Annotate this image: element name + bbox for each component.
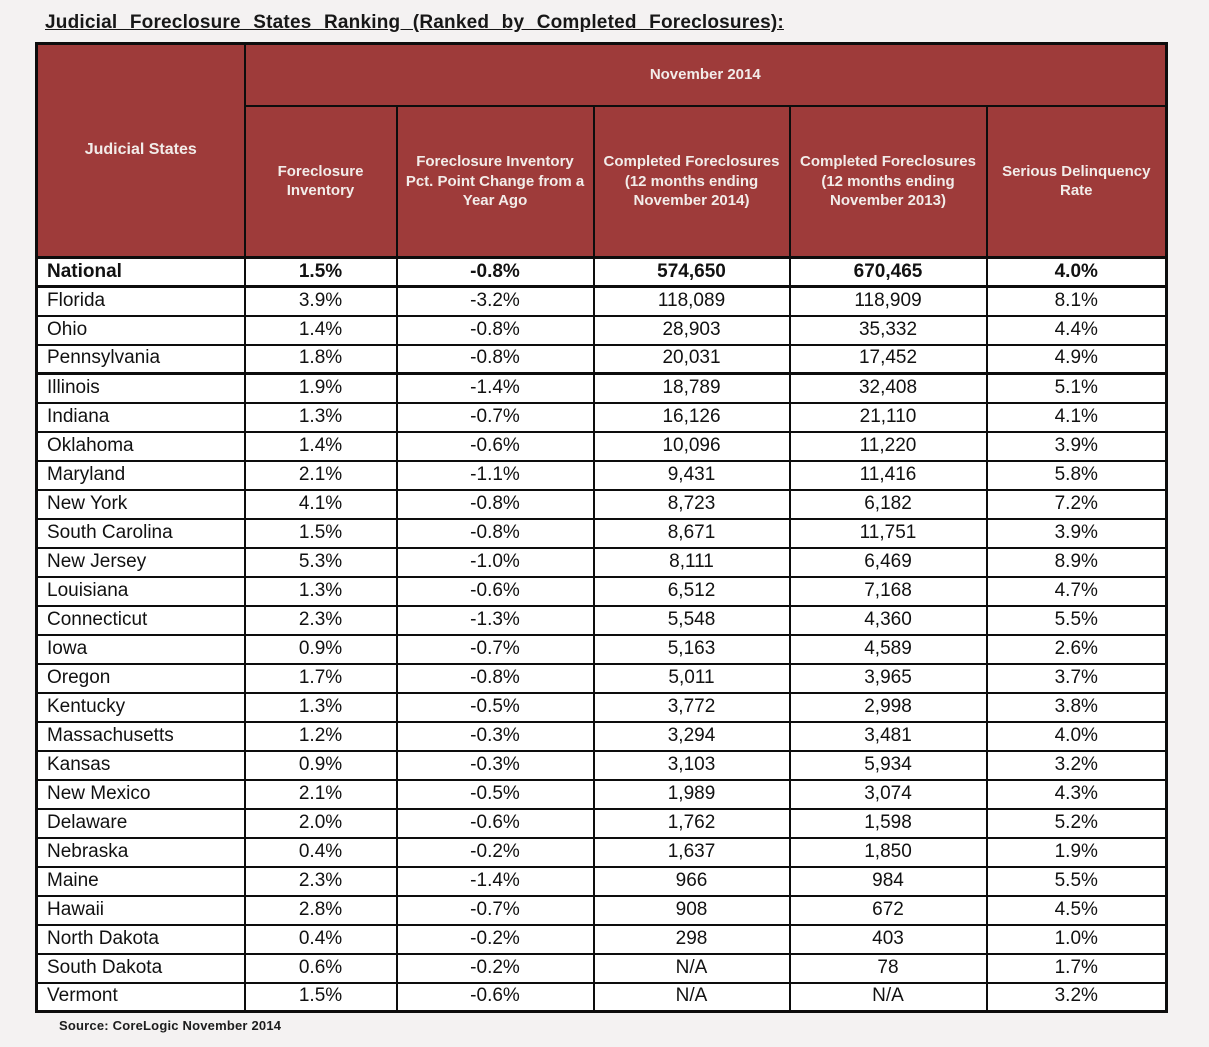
value-cell: -0.3% (397, 722, 594, 751)
value-cell: 16,126 (594, 403, 790, 432)
value-cell: 4.1% (245, 490, 397, 519)
state-name-cell: New Mexico (37, 780, 245, 809)
value-cell: 1,989 (594, 780, 790, 809)
value-cell: -1.4% (397, 374, 594, 403)
state-name-cell: Hawaii (37, 896, 245, 925)
column-header-serious-delinquency: Serious Delinquency Rate (987, 106, 1167, 258)
value-cell: 5.3% (245, 548, 397, 577)
value-cell: 984 (790, 867, 987, 896)
state-name-cell: Florida (37, 287, 245, 316)
value-cell: 1.7% (245, 664, 397, 693)
value-cell: 574,650 (594, 258, 790, 287)
value-cell: 3.7% (987, 664, 1167, 693)
value-cell: 2.0% (245, 809, 397, 838)
value-cell: 5.2% (987, 809, 1167, 838)
table-row (37, 751, 1167, 780)
value-cell: 20,031 (594, 345, 790, 374)
value-cell: 8.1% (987, 287, 1167, 316)
value-cell: 11,220 (790, 432, 987, 461)
value-cell: -0.6% (397, 432, 594, 461)
state-name-cell: Connecticut (37, 606, 245, 635)
state-name-cell: Maine (37, 867, 245, 896)
state-name-cell: Kentucky (37, 693, 245, 722)
value-cell: 9,431 (594, 461, 790, 490)
value-cell: N/A (790, 983, 987, 1012)
state-name-cell: Iowa (37, 635, 245, 664)
table-row (37, 403, 1167, 432)
value-cell: 8,671 (594, 519, 790, 548)
value-cell: 672 (790, 896, 987, 925)
value-cell: 4.4% (987, 316, 1167, 345)
value-cell: 403 (790, 925, 987, 954)
value-cell: 3.8% (987, 693, 1167, 722)
value-cell: 78 (790, 954, 987, 983)
value-cell: -1.3% (397, 606, 594, 635)
table-row (37, 258, 1167, 287)
state-name-cell: Illinois (37, 374, 245, 403)
state-name-cell: North Dakota (37, 925, 245, 954)
value-cell: 7.2% (987, 490, 1167, 519)
state-name-cell: National (37, 258, 245, 287)
table-body (37, 258, 1167, 1012)
value-cell: 2.3% (245, 867, 397, 896)
value-cell: 0.9% (245, 751, 397, 780)
value-cell: 10,096 (594, 432, 790, 461)
column-header-completed-2014: Completed Foreclosures (12 months ending November 2014) (594, 106, 790, 258)
table-row (37, 954, 1167, 983)
value-cell: N/A (594, 983, 790, 1012)
value-cell: 5.5% (987, 606, 1167, 635)
value-cell: 7,168 (790, 577, 987, 606)
column-header-inventory-pct-change: Foreclosure Inventory Pct. Point Change from a Year Ago (397, 106, 594, 258)
value-cell: 21,110 (790, 403, 987, 432)
table-row (37, 838, 1167, 867)
value-cell: 0.9% (245, 635, 397, 664)
value-cell: 5,934 (790, 751, 987, 780)
state-name-cell: New York (37, 490, 245, 519)
value-cell: 4.1% (987, 403, 1167, 432)
value-cell: -0.2% (397, 925, 594, 954)
value-cell: 32,408 (790, 374, 987, 403)
value-cell: 1,598 (790, 809, 987, 838)
value-cell: 6,182 (790, 490, 987, 519)
value-cell: 966 (594, 867, 790, 896)
value-cell: 1.9% (245, 374, 397, 403)
value-cell: 1.5% (245, 258, 397, 287)
value-cell: -0.8% (397, 316, 594, 345)
value-cell: 3.9% (987, 432, 1167, 461)
page-title: Judicial Foreclosure States Ranking (Ranked by Completed Foreclosures): (45, 12, 784, 33)
value-cell: -0.5% (397, 693, 594, 722)
value-cell: 5,548 (594, 606, 790, 635)
table-row (37, 983, 1167, 1012)
value-cell: 1.3% (245, 577, 397, 606)
value-cell: 35,332 (790, 316, 987, 345)
state-name-cell: Oregon (37, 664, 245, 693)
column-header-completed-2013: Completed Foreclosures (12 months ending November 2013) (790, 106, 987, 258)
value-cell: 1,637 (594, 838, 790, 867)
value-cell: 4,589 (790, 635, 987, 664)
value-cell: 2.6% (987, 635, 1167, 664)
table-row (37, 664, 1167, 693)
table-row (37, 461, 1167, 490)
value-cell: -0.5% (397, 780, 594, 809)
value-cell: 5.1% (987, 374, 1167, 403)
value-cell: 2,998 (790, 693, 987, 722)
column-header-judicial-states: Judicial States (37, 44, 245, 258)
state-name-cell: Pennsylvania (37, 345, 245, 374)
value-cell: 118,909 (790, 287, 987, 316)
value-cell: 1.8% (245, 345, 397, 374)
value-cell: 3,965 (790, 664, 987, 693)
value-cell: 0.4% (245, 838, 397, 867)
state-name-cell: South Dakota (37, 954, 245, 983)
table-row (37, 925, 1167, 954)
state-name-cell: Maryland (37, 461, 245, 490)
value-cell: 3.9% (245, 287, 397, 316)
value-cell: -0.7% (397, 896, 594, 925)
table-row (37, 345, 1167, 374)
value-cell: 5.8% (987, 461, 1167, 490)
value-cell: -0.7% (397, 403, 594, 432)
table-row (37, 867, 1167, 896)
value-cell: -1.4% (397, 867, 594, 896)
value-cell: N/A (594, 954, 790, 983)
state-name-cell: New Jersey (37, 548, 245, 577)
table-row (37, 287, 1167, 316)
value-cell: -1.1% (397, 461, 594, 490)
value-cell: 6,469 (790, 548, 987, 577)
value-cell: 1.4% (245, 316, 397, 345)
value-cell: 1.3% (245, 403, 397, 432)
value-cell: -1.0% (397, 548, 594, 577)
state-name-cell: Vermont (37, 983, 245, 1012)
value-cell: -0.6% (397, 983, 594, 1012)
table-row (37, 693, 1167, 722)
value-cell: 1,850 (790, 838, 987, 867)
value-cell: 670,465 (790, 258, 987, 287)
value-cell: 3.9% (987, 519, 1167, 548)
table-row (37, 316, 1167, 345)
value-cell: 1.4% (245, 432, 397, 461)
value-cell: 28,903 (594, 316, 790, 345)
value-cell: 1.7% (987, 954, 1167, 983)
value-cell: 4.7% (987, 577, 1167, 606)
period-header-row (37, 44, 1167, 106)
value-cell: 1,762 (594, 809, 790, 838)
table-row (37, 432, 1167, 461)
table-row (37, 780, 1167, 809)
value-cell: 6,512 (594, 577, 790, 606)
value-cell: -0.8% (397, 664, 594, 693)
value-cell: -3.2% (397, 287, 594, 316)
state-name-cell: Oklahoma (37, 432, 245, 461)
value-cell: 3.2% (987, 751, 1167, 780)
value-cell: -0.6% (397, 809, 594, 838)
state-name-cell: Delaware (37, 809, 245, 838)
value-cell: 8.9% (987, 548, 1167, 577)
table-row (37, 722, 1167, 751)
value-cell: 4,360 (790, 606, 987, 635)
column-header-foreclosure-inventory: Foreclosure Inventory (245, 106, 397, 258)
value-cell: 3,481 (790, 722, 987, 751)
value-cell: 0.6% (245, 954, 397, 983)
value-cell: 3.2% (987, 983, 1167, 1012)
value-cell: 18,789 (594, 374, 790, 403)
value-cell: -0.8% (397, 490, 594, 519)
value-cell: -0.6% (397, 577, 594, 606)
table-row (37, 374, 1167, 403)
value-cell: 4.0% (987, 722, 1167, 751)
value-cell: 2.1% (245, 780, 397, 809)
value-cell: 1.5% (245, 519, 397, 548)
table-header (37, 44, 1167, 258)
table-row (37, 577, 1167, 606)
value-cell: 4.5% (987, 896, 1167, 925)
value-cell: 4.0% (987, 258, 1167, 287)
value-cell: 8,723 (594, 490, 790, 519)
value-cell: 1.9% (987, 838, 1167, 867)
value-cell: 908 (594, 896, 790, 925)
value-cell: 2.8% (245, 896, 397, 925)
value-cell: -0.2% (397, 838, 594, 867)
value-cell: 1.3% (245, 693, 397, 722)
value-cell: -0.8% (397, 258, 594, 287)
value-cell: 3,103 (594, 751, 790, 780)
state-name-cell: Indiana (37, 403, 245, 432)
value-cell: 8,111 (594, 548, 790, 577)
value-cell: 1.5% (245, 983, 397, 1012)
state-name-cell: Louisiana (37, 577, 245, 606)
period-header: November 2014 (245, 44, 1167, 106)
table-row (37, 548, 1167, 577)
value-cell: 3,772 (594, 693, 790, 722)
state-name-cell: South Carolina (37, 519, 245, 548)
value-cell: 4.9% (987, 345, 1167, 374)
value-cell: 5,163 (594, 635, 790, 664)
value-cell: -0.2% (397, 954, 594, 983)
value-cell: 3,074 (790, 780, 987, 809)
table-row (37, 809, 1167, 838)
table-row (37, 896, 1167, 925)
value-cell: 3,294 (594, 722, 790, 751)
value-cell: -0.8% (397, 345, 594, 374)
value-cell: 5.5% (987, 867, 1167, 896)
value-cell: 1.2% (245, 722, 397, 751)
value-cell: -0.8% (397, 519, 594, 548)
judicial-foreclosure-table (35, 42, 1168, 1013)
state-name-cell: Nebraska (37, 838, 245, 867)
value-cell: -0.3% (397, 751, 594, 780)
table-row (37, 606, 1167, 635)
table-row (37, 635, 1167, 664)
value-cell: -0.7% (397, 635, 594, 664)
value-cell: 17,452 (790, 345, 987, 374)
value-cell: 4.3% (987, 780, 1167, 809)
value-cell: 118,089 (594, 287, 790, 316)
value-cell: 1.0% (987, 925, 1167, 954)
state-name-cell: Massachusetts (37, 722, 245, 751)
state-name-cell: Kansas (37, 751, 245, 780)
state-name-cell: Ohio (37, 316, 245, 345)
value-cell: 298 (594, 925, 790, 954)
value-cell: 2.1% (245, 461, 397, 490)
table-row (37, 490, 1167, 519)
value-cell: 0.4% (245, 925, 397, 954)
value-cell: 11,416 (790, 461, 987, 490)
value-cell: 11,751 (790, 519, 987, 548)
value-cell: 5,011 (594, 664, 790, 693)
table-row (37, 519, 1167, 548)
value-cell: 2.3% (245, 606, 397, 635)
source-note: Source: CoreLogic November 2014 (59, 1018, 282, 1033)
